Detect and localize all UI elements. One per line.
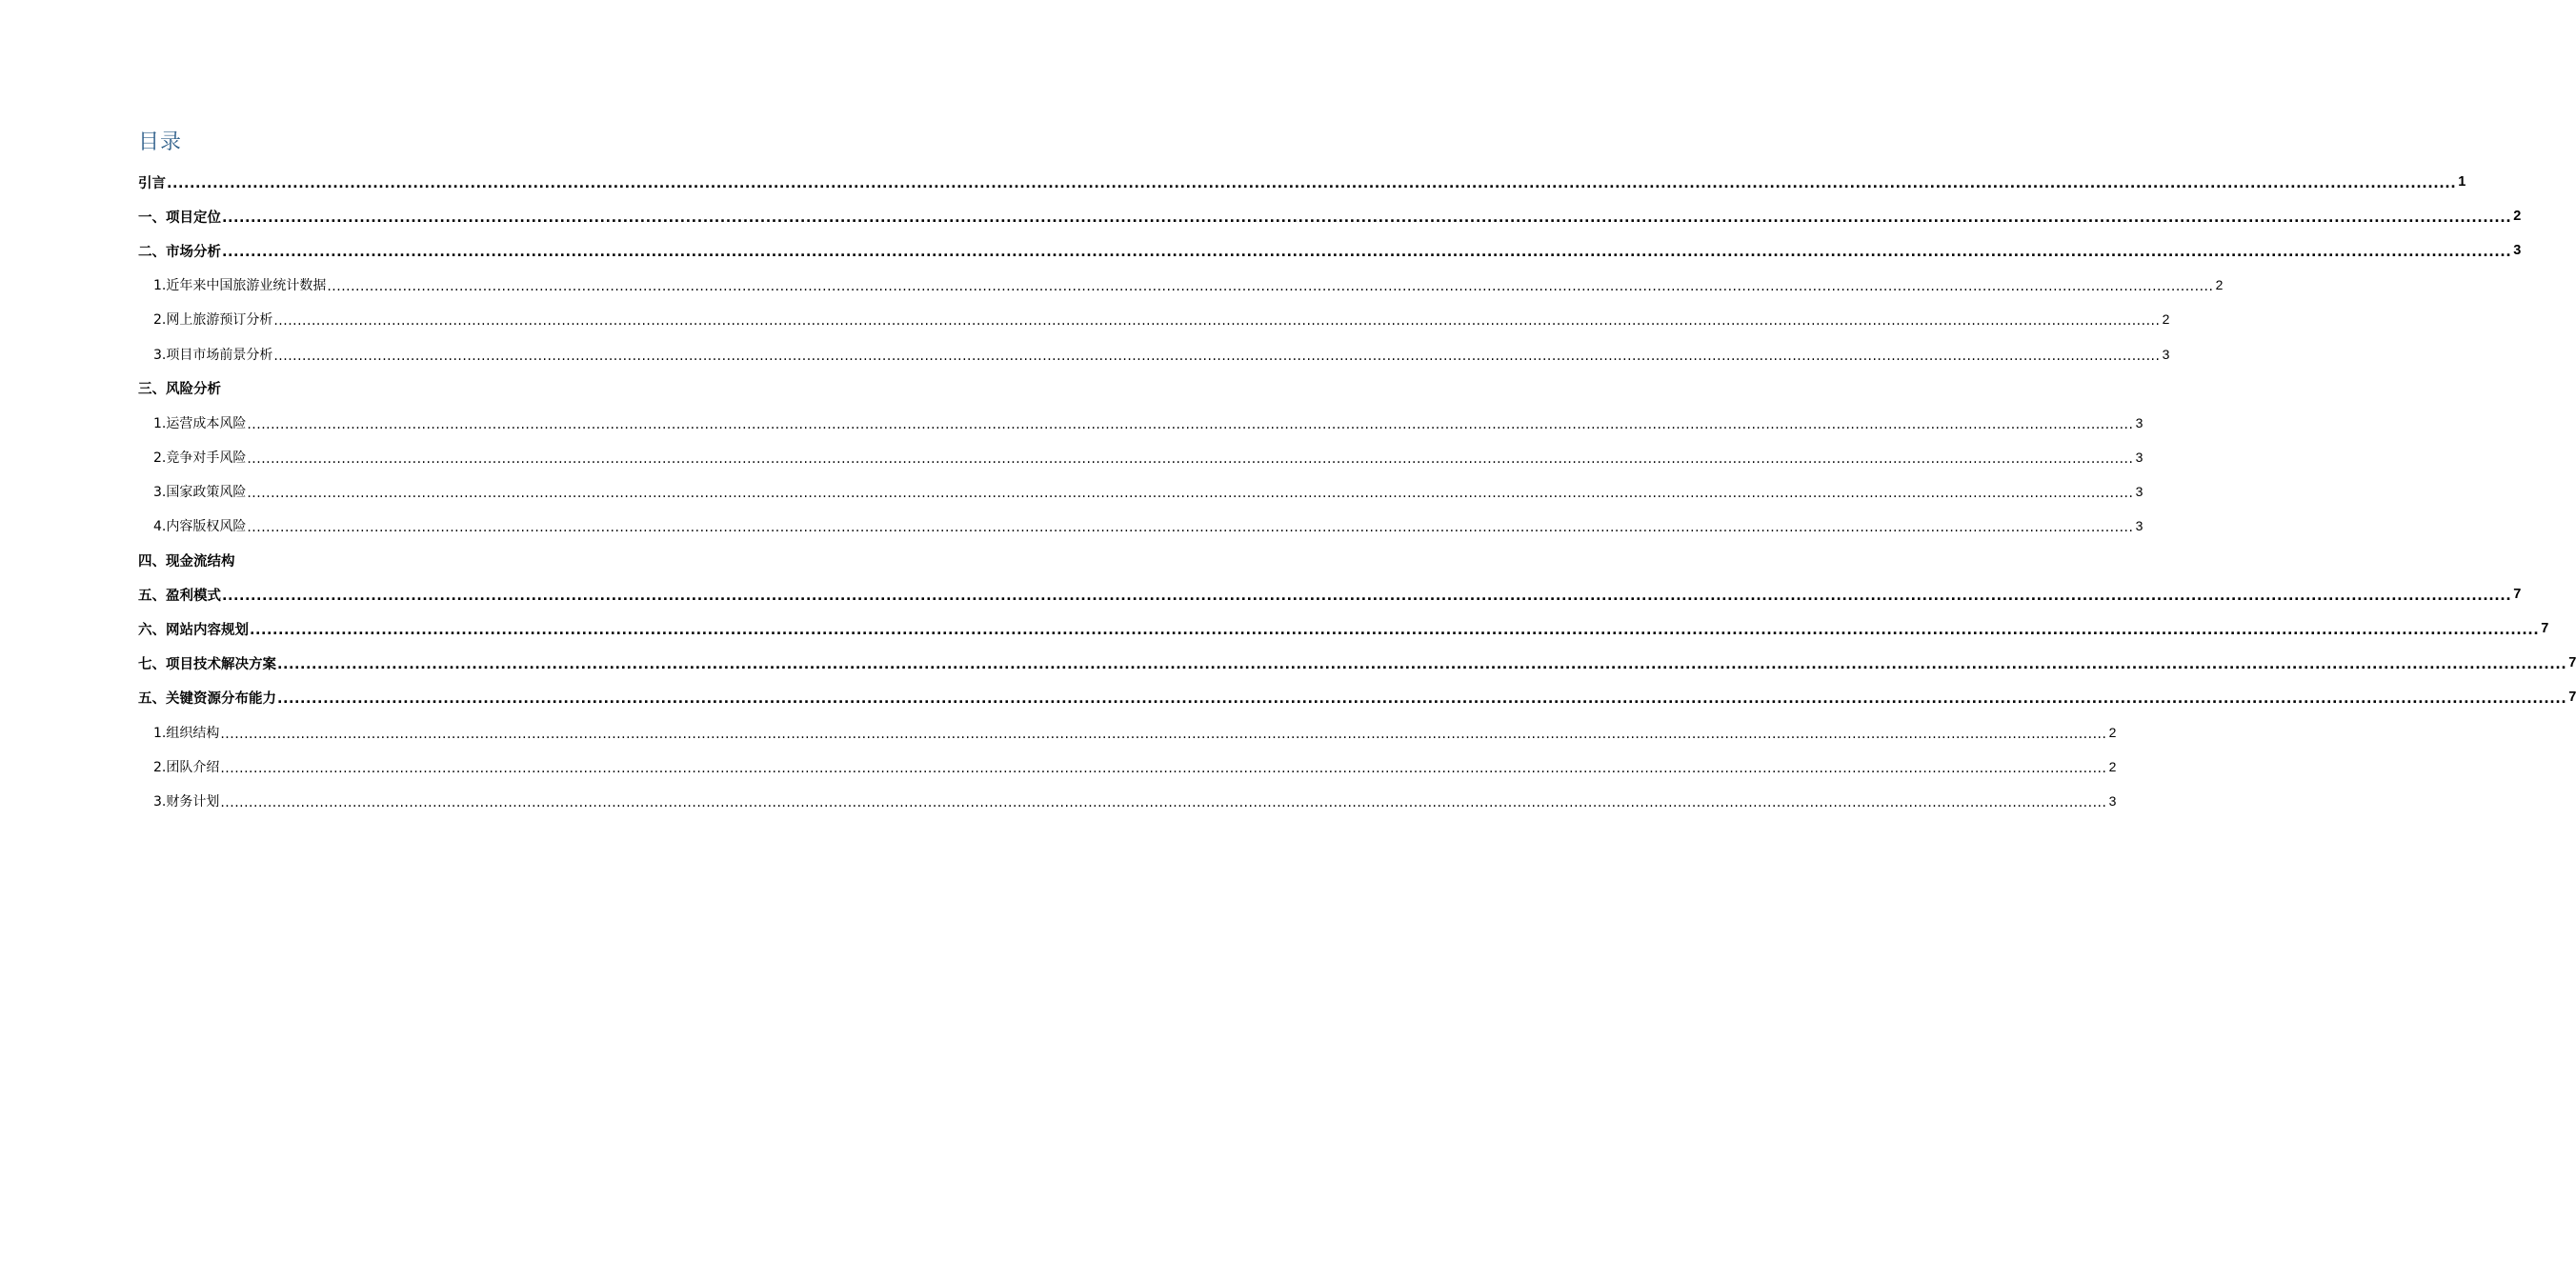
toc-entry[interactable] [138,543,770,577]
toc-entry-label: 3.财务计划 [153,793,220,810]
toc-page-number: 2 [2108,724,2117,740]
toc-page-number: 1 [2458,174,2466,190]
toc-dot-leader: ................................................................................................................................................................................................................................................................................................................................................................................................................ [250,623,2540,639]
toc-entry-label: 五、盈利模式 [138,588,221,604]
toc-dot-leader: ................................................................................................................................................................................................................................................................................................................................................................................................................ [277,657,2567,673]
toc-entry[interactable] [138,611,2549,646]
toc-entry-label: 1.组织结构 [153,725,220,741]
toc-dot-leader: ................................................................................................................................................................................................................................................................................................................................................................................................................ [273,348,2161,364]
toc-entry[interactable] [138,577,2522,611]
toc-entry-label: 2.竞争对手风险 [153,450,247,466]
toc-dot-leader: ................................................................................................................................................................................................................................................................................................................................................................................................................ [222,589,2512,605]
toc-page-number: 7 [2568,655,2576,671]
toc-dot-leader: ................................................................................................................................................................................................................................................................................................................................................................................................................ [327,279,2214,295]
toc-page-number: 3 [2135,517,2143,533]
toc-page-number: 3 [2513,243,2522,259]
toc-entry[interactable] [138,680,2576,714]
toc-entry[interactable] [138,646,2576,680]
toc-entry[interactable] [138,199,2522,233]
toc-entry-label: 二、市场分析 [138,244,221,260]
toc-entry[interactable] [138,715,2117,750]
toc-page-number: 3 [2135,449,2143,465]
toc-page-number: 2 [2108,758,2117,774]
toc-entry-label: 3.国家政策风险 [153,484,247,500]
toc-page-number: 2 [2513,209,2522,225]
toc-heading: 目录 [138,130,183,154]
toc-dot-leader: ................................................................................................................................................................................................................................................................................................................................................................................................................ [247,519,2134,535]
toc-entry-label: 2.团队介绍 [153,759,220,775]
toc-entry[interactable] [138,406,2143,440]
toc-page-number: 7 [2541,621,2549,637]
table-of-contents [138,165,2576,818]
toc-entry[interactable] [138,750,2117,784]
toc-entry-label: 七、项目技术解决方案 [138,656,276,672]
toc-entry-label: 4.内容版权风险 [153,518,247,534]
toc-page-number: 3 [2108,792,2117,809]
toc-page-number: 3 [2135,483,2143,499]
toc-entry-label: 一、项目定位 [138,210,221,226]
toc-dot-leader: ................................................................................................................................................................................................................................................................................................................................................................................................................ [247,485,2134,501]
toc-entry-label: 2.网上旅游预订分析 [153,312,273,329]
toc-entry-label: 三、风险分析 [138,382,221,398]
toc-page-number: 2 [2162,311,2170,328]
toc-entry-label: 3.项目市场前景分析 [153,347,273,363]
toc-dot-leader: ................................................................................................................................................................................................................................................................................................................................................................................................................ [247,416,2134,432]
toc-page-number: 7 [2568,690,2576,706]
toc-dot-leader: ................................................................................................................................................................................................................................................................................................................................................................................................................ [273,313,2161,330]
toc-entry[interactable] [138,509,2143,543]
toc-entry[interactable] [138,268,2224,302]
toc-entry[interactable] [138,474,2143,509]
toc-dot-leader: ................................................................................................................................................................................................................................................................................................................................................................................................................ [167,176,2457,192]
toc-entry-label: 四、现金流结构 [138,553,235,570]
toc-dot-leader: ................................................................................................................................................................................................................................................................................................................................................................................................................ [247,450,2134,467]
toc-entry-label: 引言 [138,175,166,191]
toc-dot-leader: ................................................................................................................................................................................................................................................................................................................................................................................................................ [220,794,2107,810]
toc-dot-leader: ................................................................................................................................................................................................................................................................................................................................................................................................................ [277,691,2567,708]
toc-entry[interactable] [138,371,770,406]
toc-dot-leader: ................................................................................................................................................................................................................................................................................................................................................................................................................ [220,760,2107,776]
toc-page-number: 3 [2162,346,2170,362]
toc-page-number: 2 [2215,277,2224,293]
toc-dot-leader: ................................................................................................................................................................................................................................................................................................................................................................................................................ [222,210,2512,227]
toc-page-number: 7 [2513,587,2522,603]
toc-entry[interactable] [138,784,2117,818]
toc-entry-label: 1.近年来中国旅游业统计数据 [153,278,327,294]
toc-dot-leader: ................................................................................................................................................................................................................................................................................................................................................................................................................ [220,726,2107,742]
toc-entry-label: 六、网站内容规划 [138,622,249,638]
toc-entry[interactable] [138,440,2143,474]
toc-entry[interactable] [138,165,2466,199]
toc-entry[interactable] [138,336,2170,370]
toc-page-number: 3 [2135,414,2143,430]
toc-entry-label: 1.运营成本风险 [153,415,247,431]
toc-entry-label: 五、关键资源分布能力 [138,690,276,707]
toc-dot-leader: ................................................................................................................................................................................................................................................................................................................................................................................................................ [222,245,2512,261]
toc-entry[interactable] [138,233,2522,268]
toc-entry[interactable] [138,302,2170,336]
